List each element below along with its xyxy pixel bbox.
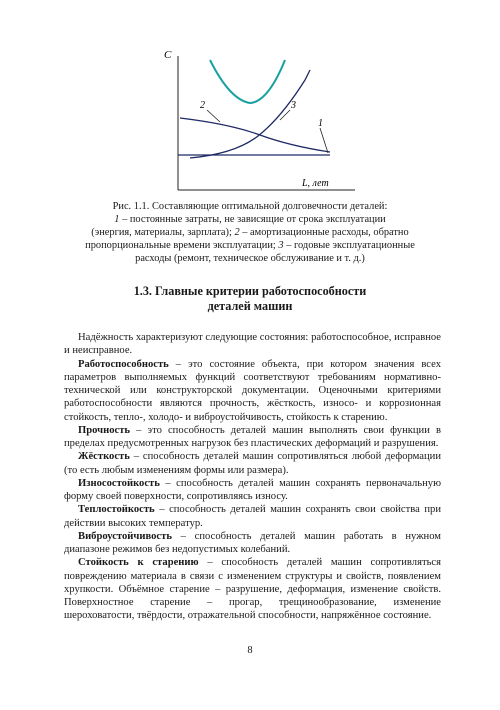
- caption-num-1: 1: [114, 214, 120, 225]
- paragraph: [64, 358, 441, 424]
- cost-components-figure: [150, 40, 360, 200]
- section-heading: [60, 284, 440, 314]
- caption-line-3: [55, 226, 445, 239]
- paragraph-text: – способность деталей машин сохранять первоначальную форму своей поверхности, сопротивляясь износу.: [64, 477, 441, 502]
- page-number: 8: [247, 645, 253, 656]
- term: Стойкость к старению: [78, 557, 199, 569]
- curve-label-3: 3: [291, 100, 296, 111]
- term: Теплостойкость: [78, 504, 155, 516]
- paragraph: [64, 331, 441, 358]
- paragraph-text: – способность деталей машин работать в нужном диапазоне режимов без недопустимых колебаний.: [64, 530, 441, 555]
- paragraph-text: – это способность деталей машин выполнять свои функции в пределах предусмотренных нагрузок без пластических деформаций и разрушения.: [64, 424, 441, 449]
- leader-3: [280, 110, 290, 120]
- heading-line-2: деталей машин: [207, 299, 293, 313]
- curve-label-1: 1: [318, 118, 323, 129]
- term: Износостойкость: [78, 477, 160, 489]
- curve-label-2: 2: [200, 100, 205, 111]
- term: Работоспособность: [78, 358, 169, 370]
- curve-2-amortization: [180, 118, 330, 152]
- paragraph-text: – это состояние объекта, при котором значения всех параметров выполняемых функций соответствуют требованиям нормативно-технической или конструкторской документации. Оценочными критериями работоспособности являются прочность, жёсткость, износо- и коррозионная стойкость, тепло-, холодо- и виброустойчивость, стойкость к старению.: [64, 358, 441, 423]
- caption-text-2: – амортизационные расходы, обратно: [239, 227, 409, 238]
- caption-text-2a: (энергия, материалы, зарплата);: [91, 227, 232, 238]
- paragraph: [64, 503, 441, 530]
- curve-total: [210, 60, 285, 103]
- caption-num-3: 3: [278, 240, 284, 251]
- paragraph: [64, 477, 441, 504]
- paragraph: [64, 450, 441, 477]
- caption-line-1: Рис. 1.1. Составляющие оптимальной долговечности деталей:: [112, 201, 388, 212]
- caption-line-4: [55, 239, 445, 252]
- body-text: [64, 331, 441, 623]
- caption-text-3: – годовые эксплуатационные: [283, 240, 415, 251]
- paragraph: [64, 530, 441, 557]
- caption-text-1: – постоянные затраты, не зависящие от срока эксплуатации: [119, 214, 386, 225]
- heading-line-1: 1.3. Главные критерии работоспособности: [133, 284, 367, 298]
- caption-line-2: [55, 213, 445, 226]
- paragraph-text: Надёжность характеризуют следующие состояния: работоспособное, исправное и неисправное.: [64, 332, 441, 357]
- paragraph: [64, 424, 441, 451]
- x-axis-label: L, лет: [302, 178, 329, 189]
- figure-caption: [55, 200, 445, 265]
- paragraph-text: – способность деталей машин сохранять свои свойства при действии высоких температур.: [64, 504, 441, 529]
- term: Виброустойчивость: [78, 530, 172, 542]
- term: Прочность: [78, 424, 131, 436]
- caption-line-5: расходы (ремонт, техническое обслуживание и т. д.): [135, 253, 365, 264]
- paragraph-text: – способность деталей машин сопротивляться повреждению материала в связи с изменением структуры и свойств, появлением хрупкости. Объёмное старение – разрушение, деформация, изменение свойств. Поверхностное старение – прогар, трещинообразование, изменение шероховатости, твёрдости, отражательной способности, напряжённое состояние.: [64, 557, 441, 622]
- caption-num-2: 2: [234, 227, 240, 238]
- paragraph: [64, 556, 441, 622]
- paragraph-text: – способность деталей машин сопротивляться любой деформации (то есть любым изменениям формы или размера).: [64, 451, 441, 476]
- term: Жёсткость: [78, 451, 130, 463]
- y-axis-label: C: [164, 49, 172, 61]
- caption-text-3a: пропорциональные времени эксплуатации;: [85, 240, 276, 251]
- leader-2: [207, 110, 220, 122]
- leader-1: [320, 128, 328, 153]
